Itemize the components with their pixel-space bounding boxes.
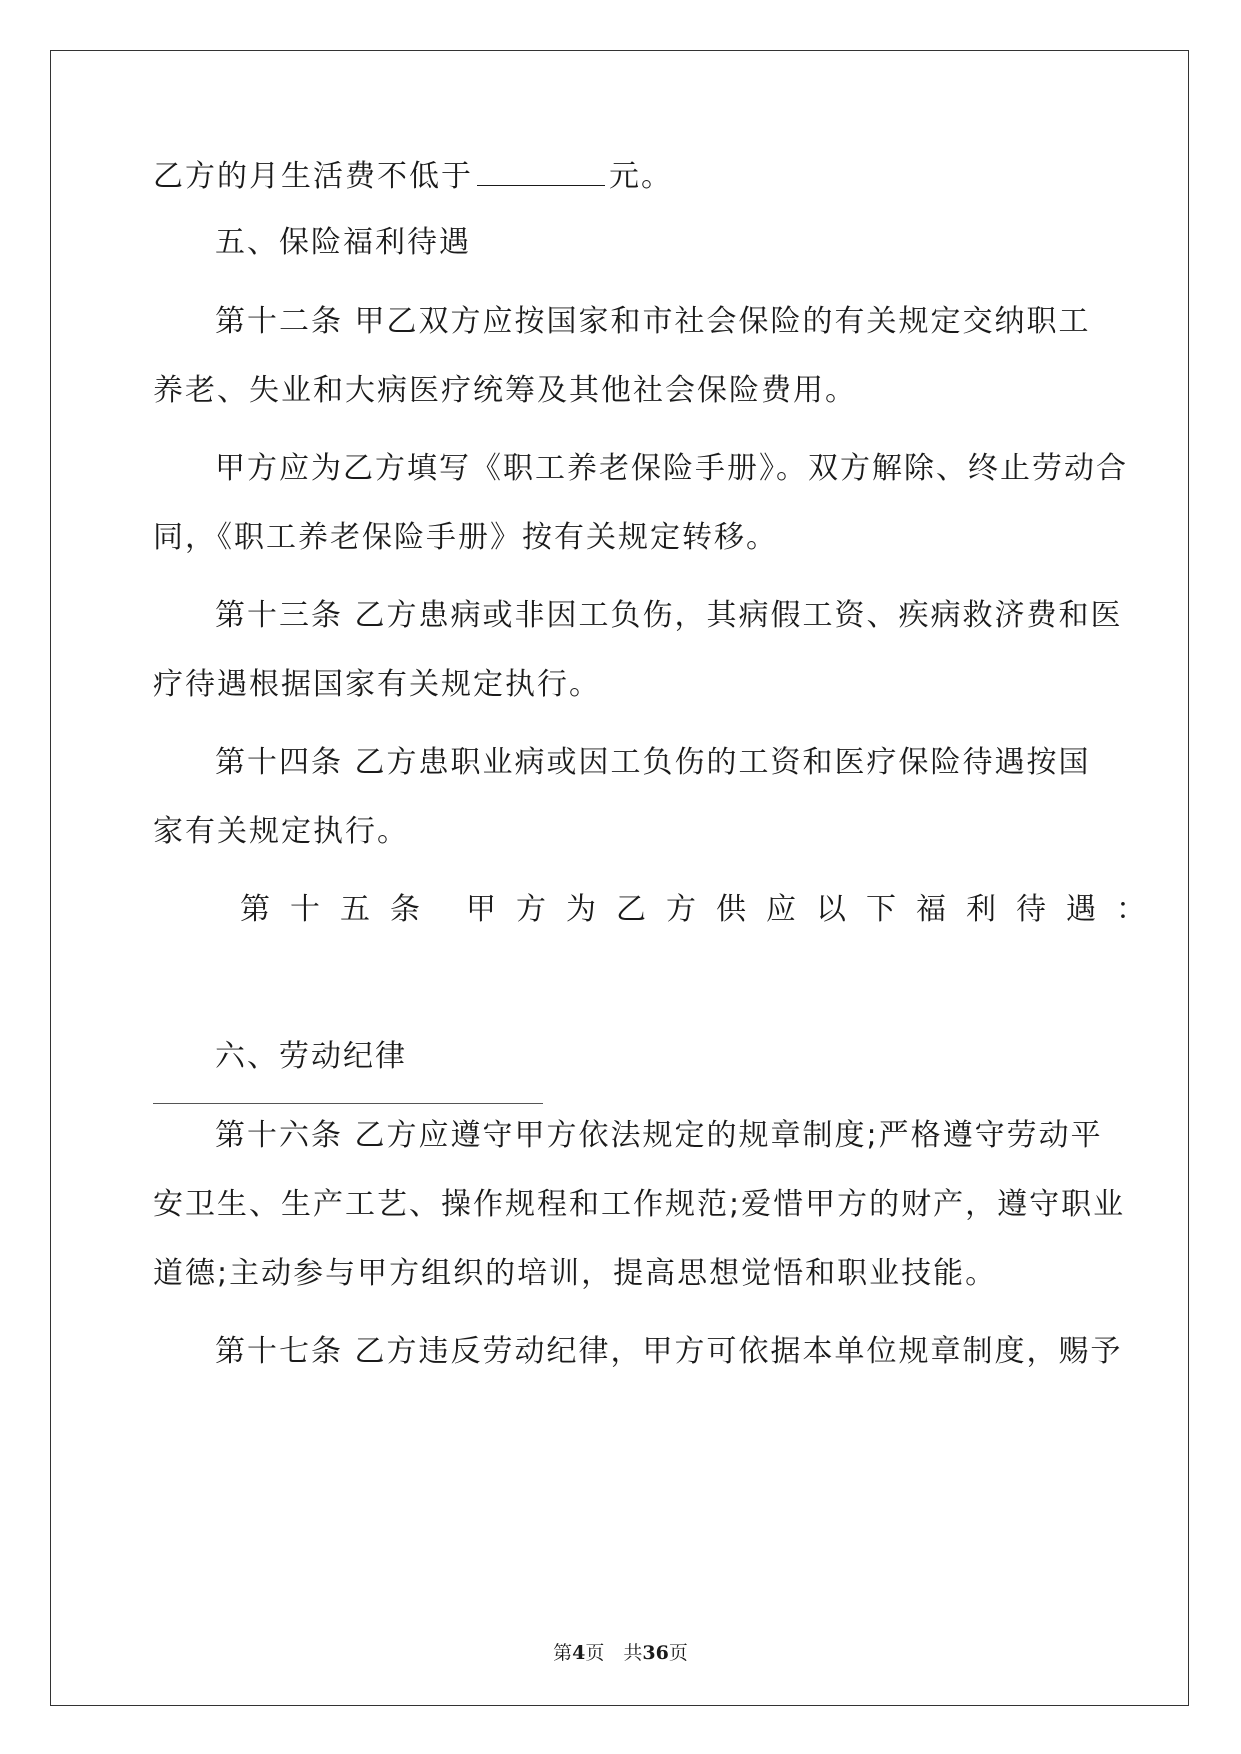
allowance-blank <box>477 155 605 186</box>
article-16-line-2: 安卫生、生产工艺、操作规程和工作规范;爱惜甲方的财产，遵守职业 <box>153 1187 1126 1222</box>
allowance-unit: 元。 <box>609 159 673 194</box>
article-16-line-3: 道德;主动参与甲方组织的培训，提高思想觉悟和职业技能。 <box>153 1256 998 1291</box>
page-suffix: 页 <box>668 1642 688 1664</box>
article-16-line-1: 第十六条 乙方应遵守甲方依法规定的规章制度;严格遵守劳动平 <box>215 1118 1103 1153</box>
article-13-line-1: 第十三条 乙方患病或非因工负伤，其病假工资、疾病救济费和医 <box>215 598 1123 633</box>
pension-handbook-line-1: 甲方应为乙方填写《职工养老保险手册》。双方解除、终止劳动合 <box>215 451 1128 486</box>
page-border <box>50 50 1189 1706</box>
article-15-label: 第十五条 <box>240 892 440 927</box>
article-15-line <box>240 890 1166 930</box>
welfare-blank-line <box>153 1103 543 1104</box>
page-number-footer <box>0 1638 1241 1665</box>
article-14-line-2: 家有关规定执行。 <box>153 814 409 849</box>
page-current: 4 <box>572 1642 586 1664</box>
article-12-line-1: 第十二条 甲乙双方应按国家和市社会保险的有关规定交纳职工 <box>215 304 1091 339</box>
monthly-allowance-line <box>153 155 1093 195</box>
page-mid: 页 共 <box>585 1642 643 1664</box>
article-14-line-1: 第十四条 乙方患职业病或因工负伤的工资和医疗保险待遇按国 <box>215 745 1091 780</box>
page-total: 36 <box>642 1642 669 1664</box>
article-15-text: 甲方为乙方供应以下福利待遇： <box>466 892 1166 927</box>
article-17-line-1: 第十七条 乙方违反劳动纪律，甲方可依据本单位规章制度，赐予 <box>215 1334 1123 1369</box>
pension-handbook-line-2: 同，《职工养老保险手册》按有关规定转移。 <box>153 520 778 555</box>
article-13-line-2: 疗待遇根据国家有关规定执行。 <box>153 667 601 702</box>
section-5-title: 五、保险福利待遇 <box>215 225 471 260</box>
section-6-title: 六、劳动纪律 <box>215 1039 407 1074</box>
page-prefix: 第 <box>553 1642 573 1664</box>
allowance-text: 乙方的月生活费不低于 <box>153 159 473 194</box>
article-12-line-2: 养老、失业和大病医疗统筹及其他社会保险费用。 <box>153 373 857 408</box>
